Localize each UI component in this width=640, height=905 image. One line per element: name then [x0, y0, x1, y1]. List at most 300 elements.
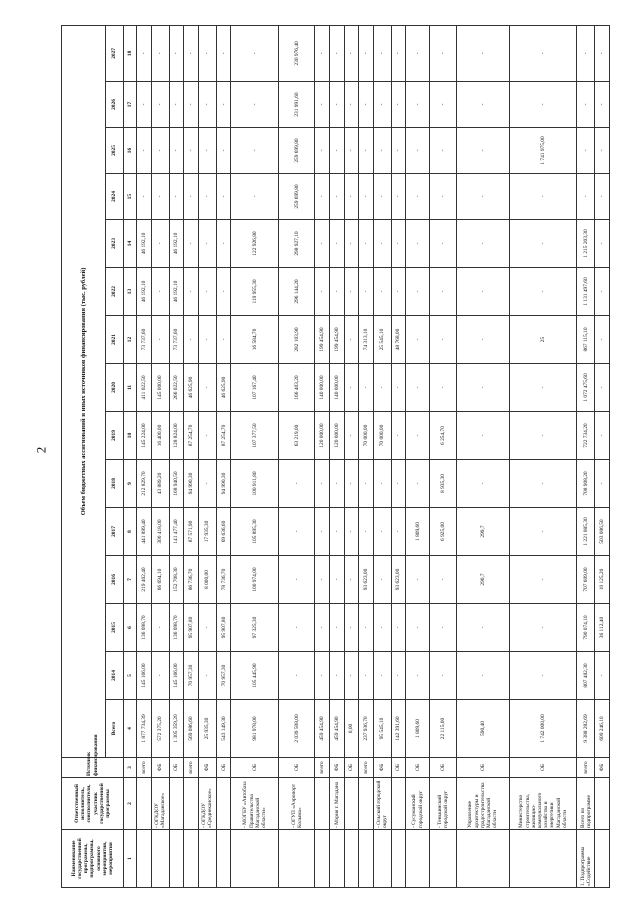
total-cell: 22 115,00	[430, 700, 457, 758]
year-value-cell: -	[184, 220, 199, 268]
year-value-cell: 299,7	[456, 508, 509, 556]
column-number: 4	[124, 700, 137, 758]
year-value-cell: 790 074,10	[577, 604, 595, 652]
year-value-cell: -	[169, 128, 184, 174]
year-value-cell: -	[151, 268, 169, 316]
table-row	[279, 25, 315, 887]
year-value-cell: 166 403,20	[279, 364, 315, 412]
year-value-cell: -	[373, 82, 391, 128]
source-cell: всего	[315, 758, 330, 778]
year-value-cell: -	[373, 128, 391, 174]
year-value-cell: -	[315, 82, 330, 128]
program-cell	[359, 830, 374, 888]
year-value-cell: -	[216, 128, 231, 174]
year-value-cell: 74 313,10	[359, 316, 374, 364]
year-value-cell: -	[391, 174, 406, 220]
year-value-cell: -	[151, 25, 169, 81]
year-value-cell: -	[595, 412, 610, 460]
year-value-cell: 1 809,60	[406, 508, 430, 556]
year-value-cell: -	[373, 268, 391, 316]
source-cell: ОБ	[509, 758, 576, 778]
col-total-header: Всего	[106, 700, 124, 758]
year-value-cell: -	[216, 220, 231, 268]
year-value-cell: -	[406, 220, 430, 268]
year-value-cell: 94 990,30	[216, 460, 231, 508]
year-value-cell: -	[456, 412, 509, 460]
column-number: 6	[124, 604, 137, 652]
table-row	[359, 25, 374, 887]
year-value-cell: 1 741 975,00	[509, 128, 576, 174]
year-value-cell: -	[430, 220, 457, 268]
year-value-cell: 199 454,90	[315, 316, 330, 364]
year-value-cell: -	[430, 652, 457, 700]
year-header: 2022	[106, 268, 124, 316]
executor-cell	[184, 778, 199, 830]
column-number: 7	[124, 556, 137, 604]
source-cell: ОБ	[430, 758, 457, 778]
total-cell: 569 086,60	[184, 700, 199, 758]
source-cell: всего	[137, 758, 152, 778]
table-row	[595, 25, 610, 887]
table-row	[231, 25, 279, 887]
year-value-cell: -	[391, 508, 406, 556]
year-header: 2019	[106, 412, 124, 460]
year-value-cell: 10 125,20	[595, 556, 610, 604]
year-value-cell: -	[406, 460, 430, 508]
year-value-cell: -	[509, 268, 576, 316]
year-value-cell: 46 192,10	[169, 268, 184, 316]
executor-cell: Всего по подпрограмме	[577, 778, 595, 830]
total-cell: 1 877 734,39	[137, 700, 152, 758]
year-value-cell: -	[329, 25, 344, 81]
year-value-cell: -	[216, 316, 231, 364]
year-value-cell: -	[279, 604, 315, 652]
year-value-cell: -	[184, 174, 199, 220]
year-value-cell: -	[344, 174, 359, 220]
year-value-cell: 152 708,30	[169, 556, 184, 604]
executor-cell	[137, 778, 152, 830]
year-value-cell: 290,7	[456, 556, 509, 604]
year-value-cell: -	[344, 556, 359, 604]
year-value-cell: -	[329, 460, 344, 508]
year-value-cell: -	[595, 268, 610, 316]
year-value-cell: 708 908,20	[577, 460, 595, 508]
year-value-cell: -	[595, 25, 610, 81]
year-value-cell: 168 940,50	[169, 460, 184, 508]
year-value-cell: 87 571,90	[184, 508, 199, 556]
year-value-cell: -	[406, 556, 430, 604]
year-value-cell: 119 955,30	[231, 268, 279, 316]
year-value-cell: -	[344, 25, 359, 81]
year-value-cell: -	[329, 174, 344, 220]
year-value-cell: 807 482,30	[577, 652, 595, 700]
table-row	[151, 25, 169, 887]
source-cell: всего	[359, 758, 374, 778]
year-header: 2015	[106, 604, 124, 652]
year-value-cell: -	[329, 82, 344, 128]
year-value-cell: -	[430, 268, 457, 316]
year-value-cell: 94 990,30	[184, 460, 199, 508]
year-value-cell: -	[456, 268, 509, 316]
year-value-cell: -	[344, 316, 359, 364]
year-value-cell: -	[359, 652, 374, 700]
year-value-cell: 6 254,70	[430, 412, 457, 460]
year-value-cell: -	[199, 174, 217, 220]
year-value-cell: -	[231, 82, 279, 128]
year-value-cell: -	[577, 174, 595, 220]
year-value-cell: -	[184, 25, 199, 81]
year-header: 2025	[106, 128, 124, 174]
source-cell: ФБ	[329, 758, 344, 778]
year-value-cell: -	[344, 652, 359, 700]
year-value-cell: -	[329, 128, 344, 174]
col-executor-header: Ответственный исполнитель, соисполнители, участник государственной программы	[62, 778, 124, 830]
total-cell: 1 305 359,20	[169, 700, 184, 758]
column-number: 15	[124, 174, 137, 220]
year-value-cell: -	[456, 652, 509, 700]
total-cell: 9 388 282,69	[577, 700, 595, 758]
year-value-cell: -	[577, 82, 595, 128]
year-value-cell: 8 935,30	[430, 460, 457, 508]
year-value-cell: -	[595, 220, 610, 268]
executor-cell: - Ольский городской округ	[373, 778, 391, 830]
year-value-cell: 140 000,00	[315, 364, 330, 412]
year-value-cell: -	[344, 412, 359, 460]
year-value-cell: -	[406, 316, 430, 364]
program-cell	[344, 830, 359, 888]
executor-cell: - Тенькинский городской округ	[430, 778, 457, 830]
table-row	[373, 25, 391, 887]
year-value-cell: -	[391, 25, 406, 81]
column-number: 10	[124, 412, 137, 460]
column-number: 9	[124, 460, 137, 508]
year-value-cell: -	[279, 652, 315, 700]
year-value-cell: 105 445,90	[231, 652, 279, 700]
year-value-cell: -	[456, 316, 509, 364]
program-cell	[151, 830, 169, 888]
year-value-cell: 46 192,10	[137, 220, 152, 268]
total-cell: 590,40	[456, 700, 509, 758]
year-value-cell: -	[373, 364, 391, 412]
year-value-cell: 25 545,10	[373, 316, 391, 364]
year-value-cell: 43 889,20	[151, 460, 169, 508]
executor-cell	[359, 778, 374, 830]
year-value-cell: -	[430, 364, 457, 412]
program-cell	[169, 830, 184, 888]
year-value-cell: -	[406, 128, 430, 174]
year-value-cell: -	[169, 174, 184, 220]
total-cell: 572 375,20	[151, 700, 169, 758]
source-cell: ОБ	[456, 758, 509, 778]
year-value-cell: -	[406, 652, 430, 700]
year-value-cell: 8 000,00	[199, 556, 217, 604]
year-value-cell: 145 166,00	[137, 652, 152, 700]
year-value-cell: -	[359, 268, 374, 316]
year-header: 2014	[106, 652, 124, 700]
year-value-cell: -	[509, 25, 576, 81]
source-cell: ФБ	[151, 758, 169, 778]
year-value-cell: -	[329, 508, 344, 556]
year-value-cell: 1 072 475,60	[577, 364, 595, 412]
year-value-cell: -	[199, 25, 217, 81]
source-cell: ФБ	[373, 758, 391, 778]
year-value-cell: -	[216, 268, 231, 316]
year-value-cell: -	[137, 82, 152, 128]
year-value-cell: 145 166,00	[169, 652, 184, 700]
source-cell: ОБ	[216, 758, 231, 778]
year-value-cell: -	[216, 174, 231, 220]
table-row	[199, 25, 217, 887]
year-value-cell: -	[231, 25, 279, 81]
total-cell: 1 809,60	[406, 700, 430, 758]
year-value-cell: -	[151, 220, 169, 268]
year-value-cell: -	[595, 364, 610, 412]
executor-cell	[169, 778, 184, 830]
year-value-cell: 867 115,10	[577, 316, 595, 364]
year-value-cell: -	[279, 556, 315, 604]
year-value-cell: -	[137, 25, 152, 81]
year-value-cell: -	[595, 174, 610, 220]
year-value-cell: -	[595, 316, 610, 364]
executor-cell	[344, 778, 359, 830]
year-value-cell: -	[344, 268, 359, 316]
funding-table	[61, 25, 610, 888]
year-value-cell: 122 926,80	[231, 220, 279, 268]
year-value-cell: -	[430, 556, 457, 604]
total-cell: 543 149,30	[216, 700, 231, 758]
year-value-cell: -	[373, 25, 391, 81]
program-cell	[199, 830, 217, 888]
year-value-cell: -	[329, 220, 344, 268]
source-cell: ОБ	[169, 758, 184, 778]
executor-cell: - Сусуманский городской округ	[406, 778, 430, 830]
year-value-cell: -	[391, 604, 406, 652]
year-value-cell: -	[151, 82, 169, 128]
year-value-cell: -	[509, 604, 576, 652]
total-cell: 981 978,00	[231, 700, 279, 758]
year-value-cell: -	[315, 652, 330, 700]
year-value-cell: -	[430, 174, 457, 220]
year-value-cell: -	[199, 412, 217, 460]
year-value-cell: -	[406, 604, 430, 652]
year-value-cell: -	[391, 220, 406, 268]
year-value-cell: -	[456, 82, 509, 128]
year-value-cell: -	[456, 25, 509, 81]
year-value-cell: 259 699,80	[279, 128, 315, 174]
year-value-cell: 128 824,00	[169, 412, 184, 460]
year-value-cell: 46 625,90	[184, 364, 199, 412]
year-value-cell: -	[315, 508, 330, 556]
year-value-cell: -	[199, 652, 217, 700]
year-value-cell: -	[315, 174, 330, 220]
year-value-cell: -	[231, 128, 279, 174]
year-value-cell: -	[359, 25, 374, 81]
year-value-cell: 70 957,30	[184, 652, 199, 700]
year-value-cell: -	[509, 556, 576, 604]
program-cell	[595, 830, 610, 888]
year-header: 2026	[106, 82, 124, 128]
year-value-cell: -	[577, 25, 595, 81]
year-value-cell: -	[456, 220, 509, 268]
year-value-cell: -	[329, 556, 344, 604]
year-value-cell: -	[391, 364, 406, 412]
year-value-cell: -	[595, 82, 610, 128]
year-value-cell: -	[391, 128, 406, 174]
year-value-cell: -	[359, 508, 374, 556]
year-value-cell: -	[373, 652, 391, 700]
year-value-cell: 17 935,30	[199, 508, 217, 556]
year-value-cell: 1 221 885,30	[577, 508, 595, 556]
year-value-cell: 63 219,00	[279, 412, 315, 460]
year-value-cell: -	[373, 556, 391, 604]
column-number: 18	[124, 25, 137, 81]
funding-caption: Объем бюджетных ассигнований и иных источников финансирования (тыс. рублей)	[62, 25, 106, 757]
year-value-cell: -	[359, 460, 374, 508]
year-value-cell: -	[344, 82, 359, 128]
year-value-cell: 97 325,30	[231, 604, 279, 652]
column-number: 17	[124, 82, 137, 128]
year-value-cell: -	[359, 82, 374, 128]
year-value-cell: -	[406, 364, 430, 412]
year-value-cell: 707 609,00	[577, 556, 595, 604]
total-cell: 25 935,30	[199, 700, 217, 758]
source-cell: всего	[577, 758, 595, 778]
year-value-cell: -	[373, 508, 391, 556]
year-value-cell: -	[373, 174, 391, 220]
executor-cell	[216, 778, 231, 830]
year-value-cell: -	[315, 460, 330, 508]
year-header: 2020	[106, 364, 124, 412]
year-value-cell: -	[199, 82, 217, 128]
year-value-cell: -	[151, 128, 169, 174]
year-value-cell: 219 402,40	[137, 556, 152, 604]
source-cell: ОБ	[391, 758, 406, 778]
year-value-cell: 120 000,00	[315, 412, 330, 460]
program-cell	[216, 830, 231, 888]
year-value-cell: -	[359, 604, 374, 652]
year-value-cell: 16 400,00	[151, 412, 169, 460]
year-value-cell: -	[279, 460, 315, 508]
column-number: 5	[124, 652, 137, 700]
executor-cell: - МОГБУ «Автобаза Правительства Магаданской области»	[231, 778, 279, 830]
year-value-cell: 48 768,00	[391, 316, 406, 364]
year-value-cell: 95 907,80	[184, 604, 199, 652]
year-value-cell: 298 927,10	[279, 220, 315, 268]
source-cell: ОБ	[344, 758, 359, 778]
year-value-cell: 70 957,30	[216, 652, 231, 700]
year-value-cell: 93 623,00	[359, 556, 374, 604]
source-cell: ОБ	[406, 758, 430, 778]
year-value-cell: -	[137, 128, 152, 174]
year-value-cell: -	[216, 25, 231, 81]
total-cell: 2 039 508,00	[279, 700, 315, 758]
year-value-cell: -	[595, 128, 610, 174]
year-value-cell: -	[373, 460, 391, 508]
executor-cell: Министерство строительства, жилищно-коммунального хозяйства и энергетики Магаданской области	[509, 778, 576, 830]
year-value-cell: -	[509, 220, 576, 268]
column-number: 14	[124, 220, 137, 268]
year-value-cell: 86 736,70	[184, 556, 199, 604]
year-value-cell: 230 976,40	[279, 25, 315, 81]
year-value-cell: 100 974,00	[231, 556, 279, 604]
year-value-cell: -	[430, 82, 457, 128]
year-value-cell: -	[456, 174, 509, 220]
year-value-cell: -	[279, 508, 315, 556]
year-value-cell: 722 734,20	[577, 412, 595, 460]
year-value-cell: -	[344, 604, 359, 652]
year-value-cell: -	[315, 128, 330, 174]
source-cell: ФБ	[595, 758, 610, 778]
program-cell: 1. Подпрограмма «Содействие	[577, 830, 595, 888]
year-value-cell: -	[509, 412, 576, 460]
year-value-cell: -	[199, 460, 217, 508]
year-value-cell: -	[406, 268, 430, 316]
table-row	[577, 25, 595, 887]
year-value-cell: 441 899,40	[137, 508, 152, 556]
year-value-cell: -	[184, 128, 199, 174]
year-value-cell: 503 006,50	[595, 508, 610, 556]
year-value-cell: 1 131 497,60	[577, 268, 595, 316]
year-value-cell: 69 636,60	[216, 508, 231, 556]
year-value-cell: 140 000,00	[329, 364, 344, 412]
year-value-cell: -	[315, 604, 330, 652]
year-value-cell: 73 737,60	[169, 316, 184, 364]
year-value-cell: -	[151, 316, 169, 364]
year-value-cell: -	[456, 460, 509, 508]
year-value-cell: 70 000,00	[359, 412, 374, 460]
year-value-cell: -	[509, 508, 576, 556]
program-cell	[315, 830, 330, 888]
table-row	[184, 25, 199, 887]
year-value-cell: 282 103,90	[279, 316, 315, 364]
year-value-cell: 73 737,60	[137, 316, 152, 364]
year-value-cell: 16 584,70	[231, 316, 279, 364]
year-value-cell: -	[199, 604, 217, 652]
year-value-cell: -	[344, 508, 359, 556]
year-value-cell: -	[151, 652, 169, 700]
year-value-cell: -	[359, 364, 374, 412]
total-cell: 237 936,70	[359, 700, 374, 758]
source-cell: всего	[184, 758, 199, 778]
year-value-cell: -	[199, 128, 217, 174]
year-value-cell: 95 907,80	[216, 604, 231, 652]
year-value-cell: -	[406, 82, 430, 128]
year-value-cell: -	[406, 25, 430, 81]
year-value-cell: -	[344, 220, 359, 268]
year-value-cell: 1 215 203,30	[577, 220, 595, 268]
program-cell	[456, 830, 509, 888]
year-value-cell: -	[184, 82, 199, 128]
year-value-cell: -	[199, 316, 217, 364]
year-header: 2024	[106, 174, 124, 220]
column-number-row	[124, 25, 137, 887]
table-row	[344, 25, 359, 887]
year-value-cell: -	[359, 174, 374, 220]
column-number: 13	[124, 268, 137, 316]
year-value-cell: -	[184, 316, 199, 364]
year-value-cell: -	[169, 82, 184, 128]
year-value-cell: 107 167,40	[231, 364, 279, 412]
total-cell: 95 545,10	[373, 700, 391, 758]
table-row	[169, 25, 184, 887]
year-value-cell: 107 377,50	[231, 412, 279, 460]
year-value-cell: 145 000,00	[151, 364, 169, 412]
column-number: 2	[124, 778, 137, 830]
year-value-cell: 87 254,70	[184, 412, 199, 460]
year-value-cell: 259 699,80	[279, 174, 315, 220]
year-value-cell: -	[344, 364, 359, 412]
column-number: 11	[124, 364, 137, 412]
